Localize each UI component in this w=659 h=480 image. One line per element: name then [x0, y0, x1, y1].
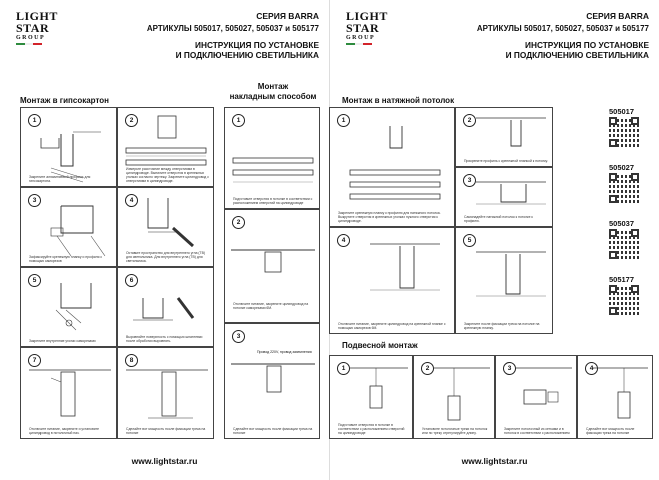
suspended-step-3	[495, 355, 577, 439]
qr-label-3: 505037	[609, 219, 635, 228]
qr-code-icon[interactable]	[609, 173, 639, 203]
step-number: 3	[28, 194, 41, 207]
title-line-2: И ПОДКЛЮЧЕНИЮ СВЕТИЛЬНИКА	[505, 49, 649, 60]
step-caption: Измерьте расстояние между отверстиями в цилиндроводе. Выпилите отверстия в крепежных уголках согласно чертежу. Закрепите цилиндровод с отверстиями в цилиндроводе.	[126, 166, 209, 183]
qr-label-2: 505027	[609, 163, 635, 172]
drywall-step-4	[117, 187, 214, 267]
step-number: 4	[125, 194, 138, 207]
step-number: 2	[125, 114, 138, 127]
surface-step-3-drawing	[225, 324, 321, 440]
qr-code-icon[interactable]	[609, 285, 639, 315]
header	[147, 11, 319, 61]
step-number: 2	[421, 362, 434, 375]
step-caption: Закрепите потолочный из сетками и в потолок в соответствии с расположением	[504, 426, 570, 435]
step-number: 1	[28, 114, 41, 127]
stretch-step-1	[329, 107, 455, 227]
surface-step-1	[224, 107, 320, 209]
step-number: 8	[125, 354, 138, 367]
step-caption: Подготовьте отверстия в потолке в соответствии с расположением отверстий на цилиндроводе	[233, 196, 313, 205]
italian-flag-icon	[16, 43, 42, 45]
step-number: 3	[503, 362, 516, 375]
step-caption: Сделайте вот мощность после фиксации трека на потолке	[126, 426, 206, 435]
step-number: 4	[585, 362, 598, 375]
step-caption: Выровняйте поверхность с помощью шпатлевки после обработки выровнять.	[126, 334, 203, 343]
series-title: СЕРИЯ BARRA	[256, 11, 319, 21]
step-caption: Самонадейте натяжной потолок к потолке к профилю.	[464, 214, 533, 223]
qr-code-icon[interactable]	[609, 229, 639, 259]
wire-label: Провод 220V, провод заземления	[257, 350, 312, 354]
instruction-title	[147, 41, 319, 61]
section-suspended: Подвесной монтаж	[342, 341, 418, 350]
step-caption: Отключите питание, закрепите цилиндровод на крепежной планке с помощью саморезов 6М.	[338, 321, 446, 330]
title-line-2: И ПОДКЛЮЧЕНИЮ СВЕТИЛЬНИКА	[175, 49, 319, 60]
title-line-1: ИНСТРУКЦИЯ ПО УСТАНОВКЕ	[525, 40, 649, 50]
articles-line: АРТИКУЛЫ 505017, 505027, 505037 и 505177	[146, 24, 319, 33]
drywall-step-3	[20, 187, 117, 267]
drywall-step-2	[117, 107, 214, 187]
qr-label-1: 505017	[609, 107, 635, 116]
step-caption: Закрепите после фиксации трека на потолке на крепежную планку.	[464, 321, 540, 330]
stretch-step-3	[455, 167, 553, 227]
step-caption: Сделайте вот мощность после фиксации трека на потолке	[586, 426, 635, 435]
step-caption: Прикрепите профиль с крепежной планкой к потолку.	[464, 158, 548, 163]
step-caption: Отключите питание, закрепите и установите цилиндровод в потолочный паз.	[29, 426, 100, 435]
step-number: 1	[232, 114, 245, 127]
step-caption: Закрепите алюминиевый профиль для гипсокартона.	[29, 174, 91, 183]
lightstar-logo	[16, 9, 58, 66]
step-number: 1	[337, 362, 350, 375]
qr-label-4: 505177	[609, 275, 635, 284]
step-caption: Зафиксируйте крепежную планку и профиля с помощью саморезов	[29, 254, 103, 263]
title-line-1: ИНСТРУКЦИЯ ПО УСТАНОВКЕ	[195, 40, 319, 50]
logo-line-2: STAR	[16, 21, 50, 35]
step-number: 2	[463, 114, 476, 127]
step-number: 5	[28, 274, 41, 287]
lightstar-logo	[346, 9, 388, 66]
drywall-step-7	[20, 347, 117, 439]
right-page	[330, 0, 659, 480]
step-number: 6	[125, 274, 138, 287]
instruction-title	[477, 41, 649, 61]
step-number: 1	[337, 114, 350, 127]
logo-line-1: LIGHT	[16, 9, 58, 23]
step-number: 5	[463, 234, 476, 247]
drywall-step-6	[117, 267, 214, 347]
series-title: СЕРИЯ BARRA	[586, 11, 649, 21]
logo-line-2: STAR	[346, 21, 380, 35]
website-url[interactable]: www.lightstar.ru	[461, 456, 528, 466]
suspended-step-2	[413, 355, 495, 439]
surface-step-2	[224, 209, 320, 323]
drywall-step-8	[117, 347, 214, 439]
surface-step-3	[224, 323, 320, 439]
drywall-step-1	[20, 107, 117, 187]
logo-line-3: GROUP	[346, 35, 376, 41]
step-number: 3	[463, 174, 476, 187]
step-caption: Оставьте пространство для внутреннего угла (TB) для светильника. Для внутреннего угла (TB) для светильника.	[126, 250, 206, 263]
surface-step-1-drawing	[225, 108, 321, 210]
left-page	[0, 0, 329, 480]
step-number: 2	[232, 216, 245, 229]
suspended-step-4	[577, 355, 653, 439]
website-url[interactable]: www.lightstar.ru	[131, 456, 198, 466]
drywall-step-5	[20, 267, 117, 347]
section-drywall: Монтаж в гипсокартон	[20, 96, 109, 105]
stretch-step-4	[329, 227, 455, 334]
section-surface	[228, 82, 318, 101]
italian-flag-icon	[346, 43, 372, 45]
drywall-step-5-drawing	[21, 268, 118, 348]
header	[477, 11, 649, 61]
section-stretch: Монтаж в натяжной потолок	[342, 96, 455, 105]
stretch-step-2	[455, 107, 553, 167]
logo-line-3: GROUP	[16, 35, 46, 41]
logo-line-1: LIGHT	[346, 9, 388, 23]
stretch-step-5-drawing	[456, 228, 554, 335]
stretch-step-5	[455, 227, 553, 334]
step-caption: Сделайте вот мощность после фиксации трека на потолке	[233, 426, 313, 435]
step-caption: Подготовьте отверстия в потолке в соответствии с расположением отверстий на цилиндроводе	[338, 422, 405, 435]
stretch-step-4-drawing	[330, 228, 456, 335]
step-number: 3	[232, 330, 245, 343]
step-number: 4	[337, 234, 350, 247]
section-surface-line-1: Монтаж	[257, 82, 289, 91]
section-surface-line-2: накладным способом	[229, 91, 317, 101]
step-caption: Закрепите крепежную планку к профилю для натяжного потолка. Выкрутите отверстия в крепежных уголках нужного отверстия к цилиндроводе.	[338, 210, 441, 223]
step-caption: Установите потолочные треки на потолок или по треку отрегулируйте длину.	[422, 426, 488, 435]
qr-code-icon[interactable]	[609, 117, 639, 147]
step-caption: Закрепите внутренние уголки саморезами	[29, 338, 96, 343]
suspended-step-1	[329, 355, 413, 439]
step-number: 7	[28, 354, 41, 367]
articles-line: АРТИКУЛЫ 505017, 505027, 505037 и 505177	[476, 24, 649, 33]
step-caption: Отключите питание, закрепите цилиндровод на потолке саморезами 6М.	[233, 301, 309, 310]
